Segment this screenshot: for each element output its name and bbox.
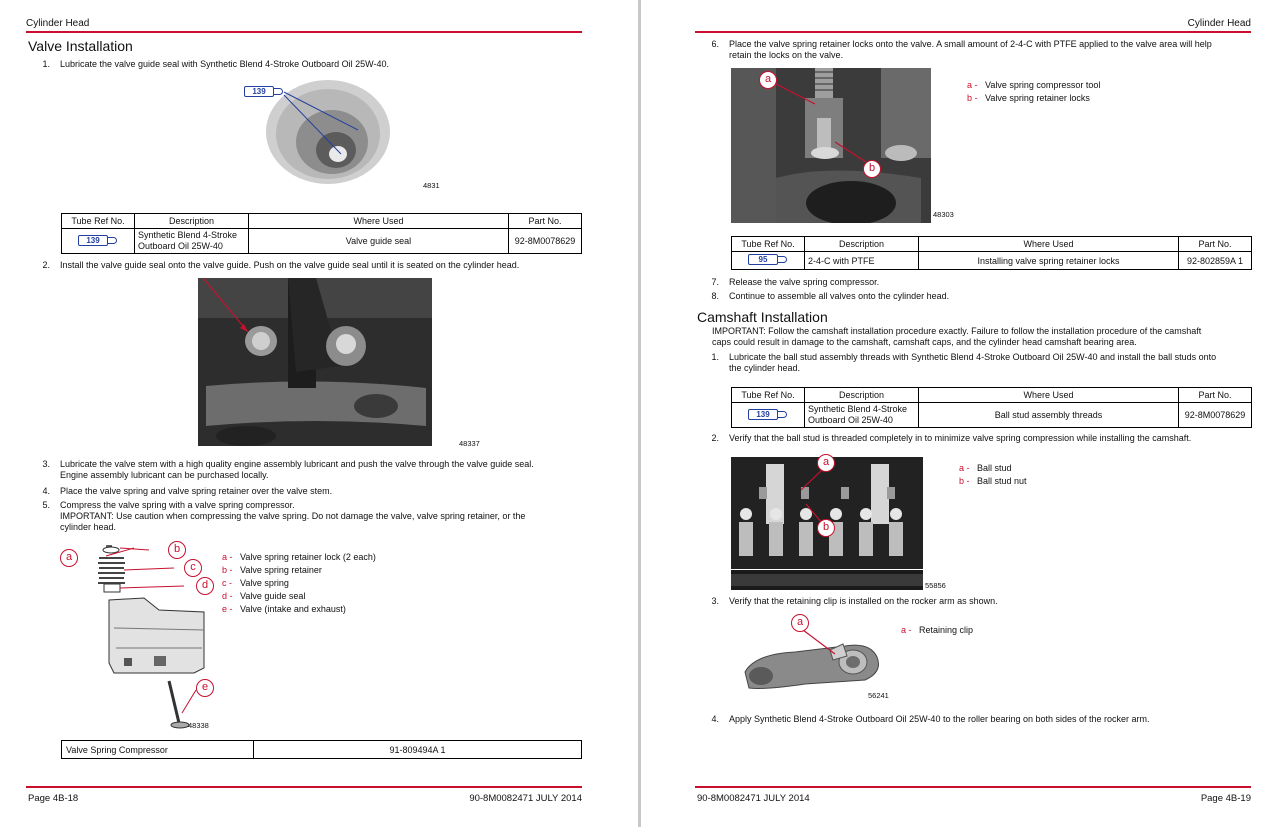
legend-item: [222, 590, 376, 603]
col-part-no: Part No.: [509, 214, 582, 229]
figure-number: 4831: [423, 181, 440, 190]
callout-b: b: [817, 519, 835, 537]
legend-item: [967, 79, 1100, 92]
step-text: Verify that the retaining clip is installed on the rocker arm as shown.: [729, 596, 998, 606]
legend-letter: b -: [959, 476, 970, 486]
left-header: [26, 18, 582, 33]
callout-a: a: [791, 614, 809, 632]
step-text-line: Compress the valve spring with a valve spring compressor.: [60, 500, 295, 510]
step-number: 1.: [711, 352, 719, 362]
compressor-legend: [967, 79, 1100, 105]
legend-item: [967, 92, 1100, 105]
legend-text: Ball stud: [977, 463, 1012, 473]
figure-rocker-arm: [735, 612, 905, 704]
page-gutter: [638, 0, 641, 827]
description-line2: Outboard Oil 25W-40: [138, 241, 223, 251]
description-cell: [805, 403, 919, 428]
page-number: Page 4B-19: [1200, 793, 1251, 804]
step-text: [60, 500, 525, 533]
callout-d: d: [196, 577, 214, 595]
tool-name: Valve Spring Compressor: [62, 741, 254, 759]
valve-legend: [222, 551, 376, 616]
step-text: Lubricate the valve guide seal with Synthetic Blend 4-Stroke Outboard Oil 25W-40.: [60, 59, 390, 69]
legend-item: [222, 564, 376, 577]
step-number: 2.: [711, 433, 719, 443]
legend-letter: a -: [959, 463, 970, 473]
figure-number: 48338: [188, 721, 209, 730]
callout-e: e: [196, 679, 214, 697]
part-no-cell: 92-8M0078629: [1179, 403, 1252, 428]
legend-text: Ball stud nut: [977, 476, 1027, 486]
step-number: 8.: [711, 291, 719, 301]
tube-label: 95: [748, 254, 778, 265]
callout-c: c: [184, 559, 202, 577]
step-text: Install the valve guide seal onto the valve guide. Push on the valve guide seal until it is seated on the cylinder head.: [60, 260, 520, 270]
callout-a: a: [817, 454, 835, 472]
step-text: [729, 352, 1216, 374]
retaining-clip-legend: [901, 624, 973, 637]
col-description: Description: [805, 388, 919, 403]
legend-text: Retaining clip: [919, 625, 974, 635]
tube-139-callout: [244, 86, 284, 99]
step-number: 1.: [42, 59, 50, 69]
legend-letter: a -: [222, 552, 233, 562]
step-number: 3.: [711, 596, 719, 606]
col-description: Description: [805, 237, 919, 252]
step-text: Verify that the ball stud is threaded completely in to minimize valve spring compression while installing the camshaft.: [729, 433, 1192, 443]
figure-number: 56241: [868, 691, 889, 700]
legend-item: [222, 577, 376, 590]
legend-item: [222, 551, 376, 564]
tube-label: 139: [748, 409, 778, 420]
tube-cell: [732, 403, 805, 428]
tube-ref-table-1: [61, 213, 582, 254]
figure-valve-exploded: [54, 538, 244, 733]
tube-ref-table-3: [731, 387, 1252, 428]
figure-number: 48337: [459, 439, 480, 448]
step-number: 4.: [711, 714, 719, 724]
part-no-cell: 92-8M0078629: [509, 229, 582, 254]
col-description: Description: [135, 214, 249, 229]
tool-part-no: 91-809494A 1: [254, 741, 582, 759]
figure-valve-guide-seal: [216, 78, 446, 193]
col-where-used: Where Used: [919, 388, 1179, 403]
col-where-used: Where Used: [249, 214, 509, 229]
special-tool-table: [61, 740, 582, 759]
col-tube-ref: Tube Ref No.: [62, 214, 135, 229]
legend-text: Valve spring retainer lock (2 each): [240, 552, 376, 562]
figure-number: 48303: [933, 210, 954, 219]
step-number: 5.: [42, 500, 50, 510]
step-text: Place the valve spring and valve spring retainer over the valve stem.: [60, 486, 333, 496]
doc-number: 90-8M0082471 JULY 2014: [469, 793, 582, 804]
legend-letter: a -: [901, 625, 912, 635]
callout-a: a: [759, 71, 777, 89]
legend-item: [959, 462, 1027, 475]
col-part-no: Part No.: [1179, 388, 1252, 403]
left-header-title: Cylinder Head: [26, 18, 90, 29]
step-text-line: Lubricate the valve stem with a high quality engine assembly lubricant and push the valve through the valve guide seal.: [60, 459, 534, 469]
legend-letter: b -: [967, 93, 978, 103]
col-where-used: Where Used: [919, 237, 1179, 252]
legend-letter: b -: [222, 565, 233, 575]
tube-ref-table-2: [731, 236, 1252, 270]
step-text-line: retain the locks on the valve.: [729, 50, 844, 60]
step-text: Apply Synthetic Blend 4-Stroke Outboard Oil 25W-40 to the roller bearing on both sides of the rocker arm.: [729, 714, 1150, 724]
col-part-no: Part No.: [1179, 237, 1252, 252]
step-text-line: IMPORTANT: Use caution when compressing the valve spring. Do not damage the valve, valve spring retainer, or the: [60, 511, 526, 521]
legend-letter: a -: [967, 80, 978, 90]
step-number: 2.: [42, 260, 50, 270]
where-used-cell: Installing valve spring retainer locks: [919, 252, 1179, 270]
legend-text: Valve spring retainer: [240, 565, 322, 575]
table-row: [62, 741, 582, 759]
right-header: [695, 18, 1251, 33]
step-text-line: cylinder head.: [60, 522, 117, 532]
section-title-valve-installation: Valve Installation: [28, 38, 133, 54]
step-number: 7.: [711, 277, 719, 287]
left-page: [26, 0, 586, 827]
step-text: [60, 459, 534, 481]
callout-b: b: [168, 541, 186, 559]
right-footer: [695, 786, 1251, 806]
step-text-line: the cylinder head.: [729, 363, 801, 373]
legend-text: Valve spring retainer locks: [985, 93, 1090, 103]
tube-cell: [732, 252, 805, 270]
tube-label: 139: [78, 235, 108, 246]
step-text: Continue to assemble all valves onto the cylinder head.: [729, 291, 950, 301]
legend-text: Valve spring: [240, 578, 289, 588]
important-note: [712, 326, 1257, 348]
table-row: [62, 229, 582, 254]
step-text-line: Engine assembly lubricant can be purchased locally.: [60, 470, 269, 480]
figure-number: 55856: [925, 581, 946, 590]
legend-text: Valve spring compressor tool: [985, 80, 1101, 90]
callout-a: a: [60, 549, 78, 567]
right-header-title: Cylinder Head: [1187, 18, 1251, 29]
callout-b: b: [863, 160, 881, 178]
description-line2: Outboard Oil 25W-40: [808, 415, 893, 425]
legend-letter: d -: [222, 591, 233, 601]
step-number: 6.: [711, 39, 719, 49]
legend-text: Valve guide seal: [240, 591, 306, 601]
tube-cell: [62, 229, 135, 254]
page-number: Page 4B-18: [28, 793, 79, 804]
step-number: 3.: [42, 459, 50, 469]
description-line1: Synthetic Blend 4-Stroke: [138, 230, 238, 240]
ball-stud-legend: [959, 462, 1027, 488]
description-line1: Synthetic Blend 4-Stroke: [808, 404, 908, 414]
col-tube-ref: Tube Ref No.: [732, 237, 805, 252]
legend-letter: e -: [222, 604, 233, 614]
description-cell: 2-4-C with PTFE: [805, 252, 919, 270]
step-number: 4.: [42, 486, 50, 496]
figure-ball-studs: [731, 452, 961, 592]
left-footer: [26, 786, 582, 806]
legend-item: [959, 475, 1027, 488]
legend-letter: c -: [222, 578, 232, 588]
col-tube-ref: Tube Ref No.: [732, 388, 805, 403]
where-used-cell: Valve guide seal: [249, 229, 509, 254]
table-row: [732, 252, 1252, 270]
note-line: IMPORTANT: Follow the camshaft installation procedure exactly. Failure to follow the installation procedure of the camshaft: [712, 326, 1202, 336]
part-no-cell: 92-802859A 1: [1179, 252, 1252, 270]
legend-item: [901, 624, 973, 637]
step-text: [729, 39, 1212, 61]
step-text-line: Place the valve spring retainer locks onto the valve. A small amount of 2-4-C with PTFE applied to the valve area will help: [729, 39, 1212, 49]
step-text-line: Lubricate the ball stud assembly threads with Synthetic Blend 4-Stroke Outboard Oil 25W-40 and install the ball studs onto: [729, 352, 1217, 362]
step-text: Release the valve spring compressor.: [729, 277, 880, 287]
description-cell: [135, 229, 249, 254]
legend-text: Valve (intake and exhaust): [240, 604, 346, 614]
where-used-cell: Ball stud assembly threads: [919, 403, 1179, 428]
right-page: [695, 0, 1255, 827]
legend-item: [222, 603, 376, 616]
doc-number: 90-8M0082471 JULY 2014: [697, 793, 810, 804]
tube-label: 139: [244, 86, 274, 97]
note-line: caps could result in damage to the camshaft, camshaft caps, and the cylinder head camshaft bearing area.: [712, 337, 1137, 347]
figure-install-guide-seal: [176, 276, 486, 450]
figure-spring-compressor: [731, 68, 963, 223]
section-title-camshaft-installation: Camshaft Installation: [697, 309, 828, 325]
table-row: [732, 403, 1252, 428]
